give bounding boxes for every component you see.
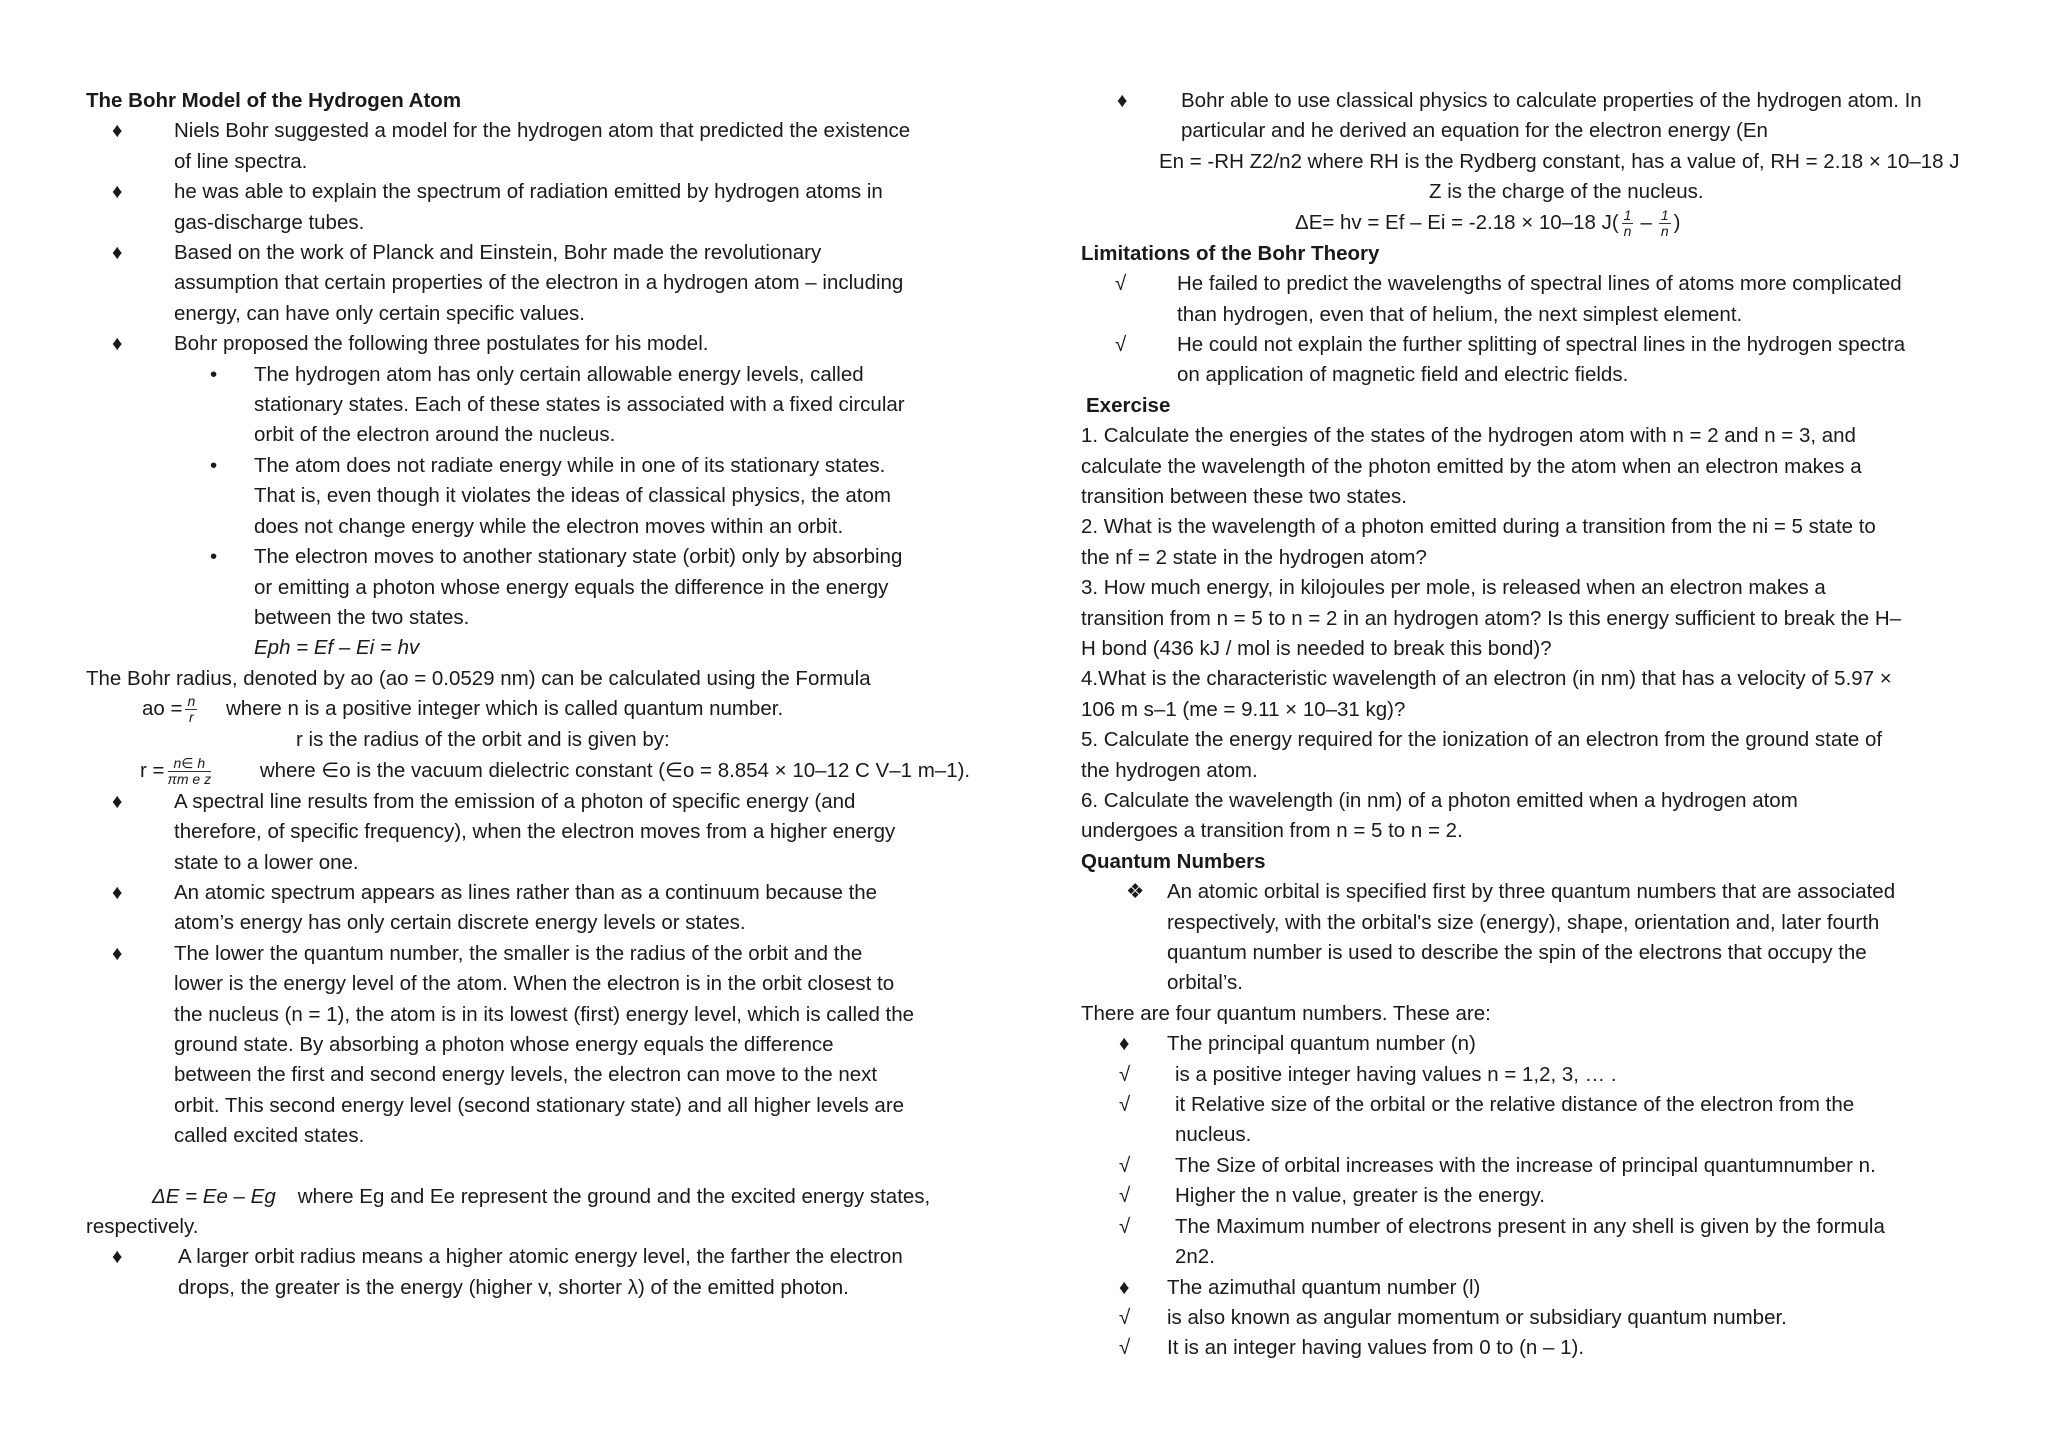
frac-two: $\frac{1}{n}$ — [1660, 206, 1669, 239]
principal-point: √ The Size of orbital increases with the increase of principal quantumnumber n. — [1081, 1151, 2001, 1181]
diamond-icon: ♦ — [112, 119, 123, 143]
diamond-icon: ♦ — [112, 180, 123, 204]
bullet-item: ♦ Based on the work of Planck and Einstein, Bohr made the revolutionary assumption that certain properties of the electron in a hydrogen atom – including energy, can have only certain specific values. — [86, 238, 1006, 329]
diamond-icon: ♦ — [112, 332, 123, 356]
bullet-dot-icon: • — [210, 362, 218, 386]
bullet-item: ♦ Niels Bohr suggested a model for the hydrogen atom that predicted the existence of line spectra. — [86, 116, 1006, 177]
azimuthal-point: √ is also known as angular momentum or subsidiary quantum number. — [1081, 1303, 2001, 1333]
bullet-item: ♦ Bohr able to use classical physics to calculate properties of the hydrogen atom. In particular and he derived an equation for the electron energy (En — [1081, 86, 2001, 147]
limitations-title: Limitations of the Bohr Theory — [1081, 241, 1380, 265]
photon-energy-equation: Eph = Ef – Ei = hv — [254, 636, 420, 660]
diamond-icon: ♦ — [1117, 89, 1128, 112]
left-column — [86, 86, 1006, 1303]
exercise-list: 1. Calculate the energies of the states of the hydrogen atom with n = 2 and n = 3, and calculate the wavelength of the photon emitted by the atom when an electron makes a transition between these two states. 2. What is the wavelength of a photon emitted during a transition from the ni = 5 state to the nf = 2 state in the hydrogen atom? 3. How much energy, in kilojoules per mole, is released when an electron makes a transition from n = 5 to n = 2 in an hydrogen atom? Is this energy sufficient to break the H– H bond (436 kJ / mol is needed to break this bond)? 4.What is the characteristic wavelength of an electron (in nm) that has a velocity of 5.97 × 106 m s–1 (me = 9.11 × 10–31 kg)? 5. Calculate the energy required for the ionization of an electron from the ground state of the hydrogen atom. 6. Calculate the wavelength (in nm) of a photon emitted when a hydrogen atom undergoes a transition from n = 5 to n = 2. — [1081, 424, 1902, 843]
postulate-item: • The electron moves to another stationary state (orbit) only by absorbing or emitting a photon whose energy equals the difference in the energy between the two states. — [86, 542, 1006, 633]
exercise-title: Exercise — [1086, 393, 1171, 417]
right-column — [1081, 86, 2001, 1364]
z-definition: Z is the charge of the nucleus. — [1429, 180, 1704, 204]
four-qn-text: There are four quantum numbers. These are: — [1081, 1001, 1491, 1025]
section-title: The Bohr Model of the Hydrogen Atom — [86, 89, 462, 112]
diamond-icon: ♦ — [112, 880, 123, 904]
principal-point: √ is a positive integer having values n = 1,2, 3, … . — [1081, 1060, 2001, 1090]
bullet-item: ♦ The lower the quantum number, the smaller is the radius of the orbit and the lower is the energy level of the atom. When the electron is in the orbit closest to the nucleus (n = 1), the atom is in its lowest (first) energy level, which is called the ground state. By absorbing a photon whose energy equals the difference between the first and second energy levels, the electron can move to the next orbit. This second energy level (second stationary state) and all higher levels are called excited states. — [86, 939, 1006, 1152]
azimuthal-heading: ♦ The azimuthal quantum number (l) — [1081, 1273, 2001, 1303]
ao-fraction: $\frac{n}{r}$ — [187, 693, 196, 726]
diamond-icon: ♦ — [112, 941, 123, 965]
principal-point: √ Higher the n value, greater is the energy. — [1081, 1181, 2001, 1211]
check-icon: √ — [1119, 1153, 1131, 1177]
principal-point: √ The Maximum number of electrons present in any shell is given by the formula 2n2. — [1081, 1212, 2001, 1273]
diamond-icon: ♦ — [112, 1245, 123, 1269]
frac-one: $\frac{1}{n}$ — [1623, 206, 1632, 239]
delta-e-formula: ΔE= hv = Ef – Ei = -2.18 × 10–18 J( $\frac{1}{n}$ – $\frac{1}{n}$ ) — [1295, 206, 1681, 239]
check-icon: √ — [1119, 1184, 1131, 1208]
principal-heading: ♦ The principal quantum number (n) — [1081, 1029, 2001, 1059]
r-fraction: $\frac{n\in h}{\text{πm e z}}$ — [167, 754, 212, 787]
check-icon: √ — [1119, 1062, 1131, 1086]
fancy-diamond-icon: ❖ — [1126, 880, 1145, 904]
ao-formula: ao = $\frac{n}{r}$ where n is a positive integer which is called quantum number. — [142, 693, 784, 726]
quantum-intro: ❖ An atomic orbital is specified first by three quantum numbers that are associated respectively, with the orbital's size (energy), shape, orientation and, later fourth quantum number is used to describe the spin of the electrons that occupy the orbital’s. — [1081, 877, 2001, 999]
bullet-item: ♦ Bohr proposed the following three postulates for his model. — [86, 329, 1006, 359]
check-icon: √ — [1115, 332, 1127, 356]
energy-equation: En = -RH Z2/n2 where RH is the Rydberg constant, has a value of, RH = 2.18 × 10–18 J — [1159, 149, 1960, 173]
bullet-item: ♦ A larger orbit radius means a higher atomic energy level, the farther the electron drops, the greater is the energy (higher v, shorter λ) of the emitted photon. — [86, 1242, 1006, 1303]
check-icon: √ — [1115, 272, 1127, 296]
bullet-item: ♦ An atomic spectrum appears as lines rather than as a continuum because the atom’s energy has only certain discrete energy levels or states. — [86, 878, 1006, 939]
check-icon: √ — [1119, 1093, 1131, 1117]
bullet-item: ♦ A spectral line results from the emission of a photon of specific energy (and therefore, of specific frequency), when the electron moves from a higher energy state to a lower one. — [86, 787, 1006, 878]
respectively-text: respectively. — [86, 1214, 199, 1238]
check-icon: √ — [1119, 1214, 1131, 1238]
bullet-dot-icon: • — [210, 453, 218, 477]
bullet-item: ♦ he was able to explain the spectrum of radiation emitted by hydrogen atoms in gas-discharge tubes. — [86, 177, 1006, 238]
delta-e-equation: ΔE = Ee – Eg where Eg and Ee represent the ground and the excited energy states, — [152, 1184, 931, 1208]
postulate-item: • The atom does not radiate energy while in one of its stationary states. That is, even though it violates the ideas of classical physics, the atom does not change energy while the electron moves within an orbit. — [86, 451, 1006, 542]
check-icon: √ — [1119, 1305, 1131, 1329]
diamond-icon: ♦ — [1119, 1275, 1130, 1299]
principal-point: √ it Relative size of the orbital or the relative distance of the electron from the nucleus. — [1081, 1090, 2001, 1151]
azimuthal-point: √ It is an integer having values from 0 to (n – 1). — [1081, 1333, 2001, 1363]
quantum-numbers-title: Quantum Numbers — [1081, 849, 1266, 873]
postulate-item: • The hydrogen atom has only certain allowable energy levels, called stationary states. Each of these states is associated with a fixed circular orbit of the electron around the nucleus. — [86, 360, 1006, 451]
r-formula: r = $\frac{n\in h}{\text{πm e z}}$ where ∈o is the vacuum dielectric constant (∈o = 8.854 × 10–12 C V–1 m–1). — [140, 754, 971, 787]
diamond-icon: ♦ — [1119, 1032, 1130, 1056]
check-icon: √ — [1119, 1336, 1131, 1360]
diamond-icon: ♦ — [112, 789, 123, 813]
limitation-item: √ He could not explain the further splitting of spectral lines in the hydrogen spectra on application of magnetic field and electric fields. — [1081, 330, 2001, 391]
limitation-item: √ He failed to predict the wavelengths of spectral lines of atoms more complicated than hydrogen, even that of helium, the next simplest element. — [1081, 269, 2001, 330]
bohr-radius-text: The Bohr radius, denoted by ao (ao = 0.0529 nm) can be calculated using the Formula — [86, 666, 871, 690]
diamond-icon: ♦ — [112, 241, 123, 265]
bullet-dot-icon: • — [210, 545, 218, 569]
r-description: r is the radius of the orbit and is given by: — [296, 728, 670, 752]
